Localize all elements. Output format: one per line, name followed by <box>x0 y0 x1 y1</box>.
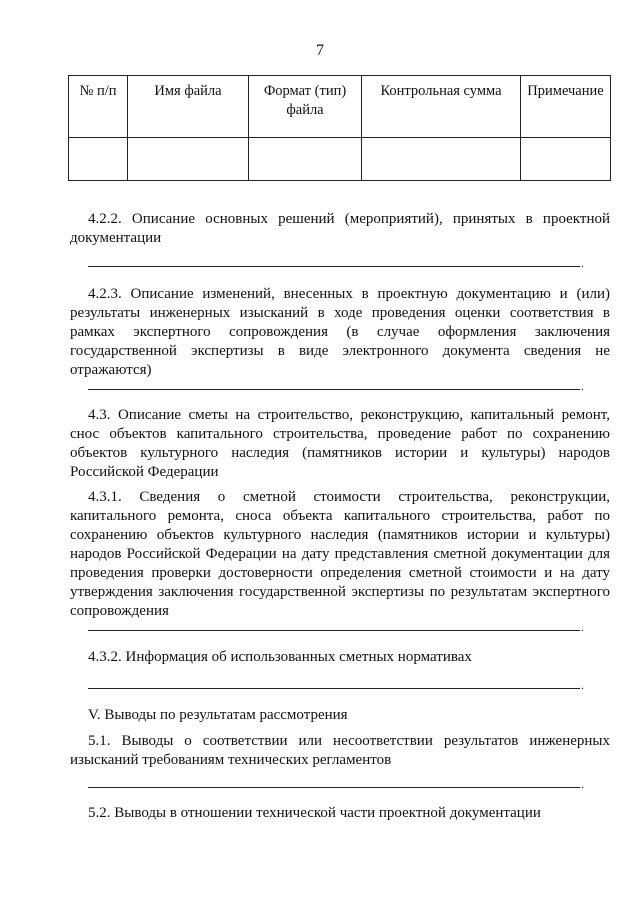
table-header-row <box>69 76 611 138</box>
col-note-header: Примечание <box>521 76 611 138</box>
section-5-1: 5.1. Выводы о соответствии или несоответствии результатов инженерных изысканий требованиям технических регламентов <box>70 733 610 768</box>
table-cell <box>521 138 611 181</box>
fill-line <box>88 389 580 390</box>
table-cell <box>362 138 521 181</box>
section-4-2-3: 4.2.3. Описание изменений, внесенных в проектную документацию и (или) результаты инженерных изысканий в ходе проведения оценки соответствия в рамках экспертного сопровождения (в случае оформления заключения государственной экспертизы в виде электронного документа сведения не отражаются) <box>70 286 610 378</box>
table-row <box>69 138 611 181</box>
section-4-3: 4.3. Описание сметы на строительство, реконструкцию, капитальный ремонт, снос объектов капитального строительства, проведение работ по сохранению объектов культурного наследия (памятников истории и культуры) народов Российской Федерации <box>70 407 610 480</box>
section-5-2: 5.2. Выводы в отношении технической части проектной документации <box>88 805 541 821</box>
col-checksum-header: Контрольная сумма <box>362 76 521 138</box>
fill-line <box>88 630 580 631</box>
fill-line-end: . <box>581 256 584 270</box>
table-cell <box>69 138 128 181</box>
fill-line-end: . <box>581 678 584 692</box>
table-cell <box>128 138 249 181</box>
fill-line-end: . <box>581 620 584 634</box>
fill-line <box>88 787 580 788</box>
fill-line <box>88 266 580 267</box>
fill-line <box>88 688 580 689</box>
col-format-header: Формат (тип) файла <box>249 76 362 138</box>
section-4-2-2: 4.2.2. Описание основных решений (мероприятий), принятых в проектной документации <box>70 211 610 246</box>
fill-line-end: . <box>581 379 584 393</box>
section-5-heading: V. Выводы по результатам рассмотрения <box>88 707 348 723</box>
section-4-3-2: 4.3.2. Информация об использованных сметных нормативах <box>88 649 472 665</box>
col-number-header: № п/п <box>69 76 128 138</box>
col-filename-header: Имя файла <box>128 76 249 138</box>
page-number: 7 <box>316 42 324 59</box>
files-table <box>68 75 611 181</box>
section-4-3-1: 4.3.1. Сведения о сметной стоимости строительства, реконструкции, капитального ремонта, сноса объекта капитального строительства, работ по сохранению объектов культурного наследия (памятников истории и культуры) народов Российской Федерации на дату представления сметной документации для проведения проверки достоверности определения сметной стоимости и на дату утверждения заключения государственной экспертизы по результатам экспертного сопровождения <box>70 489 610 619</box>
table-cell <box>249 138 362 181</box>
fill-line-end: . <box>581 777 584 791</box>
